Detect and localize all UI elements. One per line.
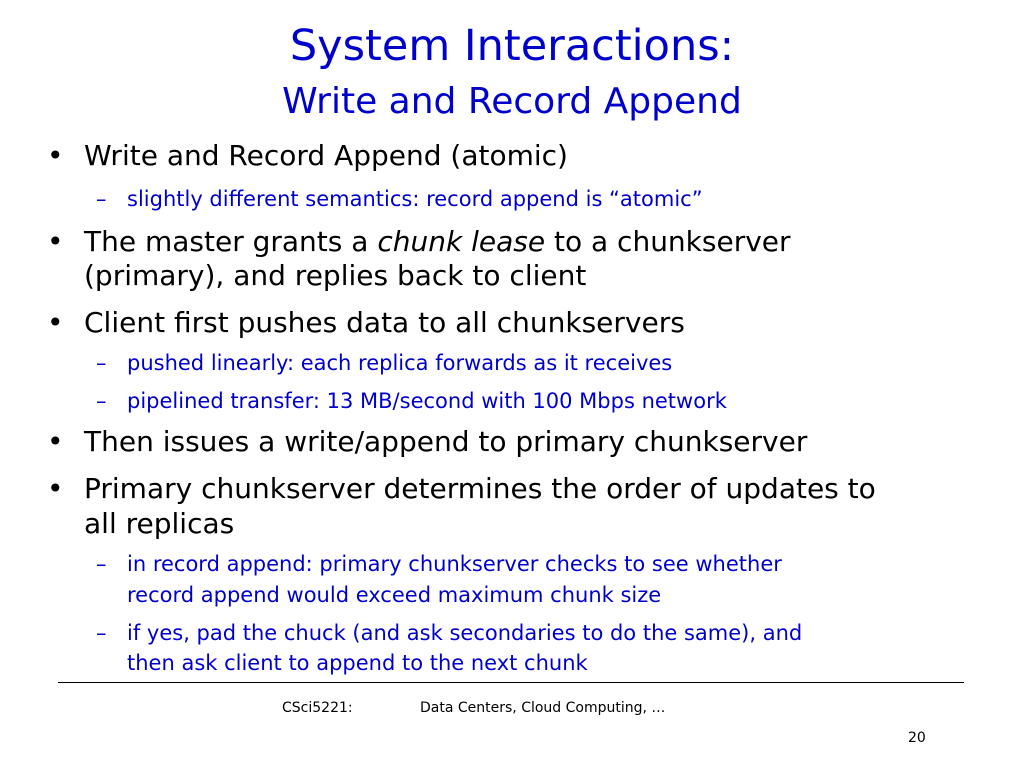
footer-course: CSci5221: [282, 700, 353, 716]
bullet-text: The master grants a chunk lease to a chunkserver [84, 225, 791, 258]
bullet-marker: • [47, 306, 64, 339]
sub-bullet-text: then ask client to append to the next chunk [127, 651, 588, 675]
bullet-text: (primary), and replies back to client [84, 259, 587, 292]
bullet-marker: • [47, 425, 64, 458]
slide-title: System Interactions: [289, 21, 735, 71]
sub-bullet-marker: – [96, 389, 107, 413]
sub-bullet-marker: – [96, 621, 107, 645]
bullet-text: all replicas [84, 507, 235, 540]
bullet-marker: • [47, 139, 64, 172]
sub-bullet-text: if yes, pad the chuck (and ask secondaries to do the same), and [127, 621, 803, 645]
bullet-text: Then issues a write/append to primary chunkserver [84, 425, 808, 458]
footer-topic: Data Centers, Cloud Computing, … [420, 700, 666, 716]
italic-term: chunk lease [377, 225, 546, 258]
footer-divider [58, 682, 964, 683]
bullet-marker: • [47, 472, 64, 505]
sub-bullet-text: record append would exceed maximum chunk size [127, 583, 662, 607]
slide-subtitle: Write and Record Append [282, 81, 742, 122]
sub-bullet-text: in record append: primary chunkserver checks to see whether [127, 552, 782, 576]
sub-bullet-text: pipelined transfer: 13 MB/second with 100 Mbps network [127, 389, 727, 413]
sub-bullet-text: slightly different semantics: record append is “atomic” [127, 187, 703, 211]
sub-bullet-text: pushed linearly: each replica forwards as it receives [127, 351, 673, 375]
sub-bullet-marker: – [96, 552, 107, 576]
sub-bullet-marker: – [96, 187, 107, 211]
bullet-text: Write and Record Append (atomic) [84, 139, 568, 172]
bullet-text: Primary chunkserver determines the order of updates to [84, 472, 876, 505]
bullet-text: Client first pushes data to all chunkservers [84, 306, 685, 339]
sub-bullet-marker: – [96, 351, 107, 375]
page-number: 20 [908, 730, 926, 746]
bullet-marker: • [47, 225, 64, 258]
